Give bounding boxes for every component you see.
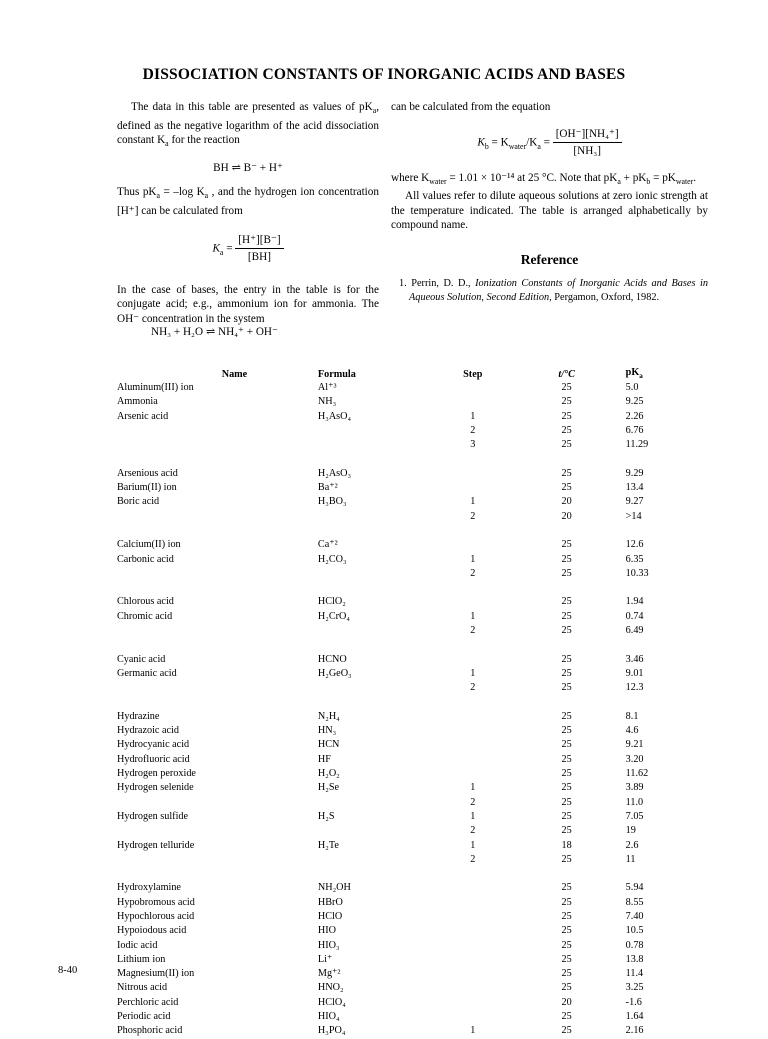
formula: H₂O₂ <box>317 768 340 780</box>
table-row <box>117 595 709 609</box>
header-formula: Formula <box>317 368 356 380</box>
row-spacer <box>117 867 709 881</box>
formula: HNO₂ <box>317 982 344 994</box>
step: 2 <box>470 853 476 865</box>
temperature: 25 <box>561 953 572 965</box>
table-row <box>117 495 709 509</box>
step <box>428 481 518 495</box>
table-row <box>117 567 709 581</box>
temperature: 25 <box>561 1025 572 1037</box>
dissociation-table <box>117 367 709 1039</box>
formula <box>318 567 428 581</box>
pka-value: 11 <box>625 853 636 865</box>
formula: Mg⁺² <box>317 968 341 980</box>
compound-name <box>117 853 318 867</box>
compound-name <box>117 824 318 838</box>
step: 1 <box>470 667 476 679</box>
table-row <box>117 896 709 910</box>
table-row <box>117 724 709 738</box>
formula: H₂AsO₃ <box>317 467 352 479</box>
compound-name: Barium(II) ion <box>117 482 177 494</box>
step: 2 <box>470 796 476 808</box>
temperature: 25 <box>561 596 572 608</box>
pka-value: 19 <box>625 825 636 837</box>
row-spacer <box>117 452 709 466</box>
temperature: 25 <box>561 853 572 865</box>
compound-name: Aluminum(III) ion <box>117 382 194 393</box>
formula: H₂Te <box>317 839 339 851</box>
compound-name <box>117 424 318 438</box>
pka-value: 11.29 <box>625 439 649 451</box>
table-row <box>117 438 709 452</box>
pka-value: 2.6 <box>625 839 639 851</box>
pka-value: 13.4 <box>625 482 644 494</box>
step <box>428 939 518 953</box>
formula: NH₂OH <box>317 882 351 894</box>
pka-value: 9.25 <box>625 396 644 408</box>
formula: HN₃ <box>317 725 337 737</box>
right-paragraph-3: All values refer to dilute aqueous solutions at zero ionic strength at the temperature indicated. The table is arranged alphabetically by compound name. <box>391 190 708 232</box>
temperature: 25 <box>561 768 572 780</box>
table-row <box>117 424 709 438</box>
temperature: 25 <box>561 539 572 551</box>
step <box>428 467 518 481</box>
pka-value: 9.29 <box>625 467 644 479</box>
reaction-equation: BH ⇌ B⁻ + H⁺ <box>213 161 283 174</box>
compound-name: Magnesium(II) ion <box>117 968 195 980</box>
table-row <box>117 481 709 495</box>
step <box>428 738 518 752</box>
intro-right-column <box>391 100 708 304</box>
temperature: 25 <box>561 410 572 422</box>
step: 2 <box>470 510 476 522</box>
step <box>428 724 518 738</box>
temperature: 20 <box>561 510 572 522</box>
formula: Li⁺ <box>317 953 333 965</box>
compound-name: Iodic acid <box>117 939 158 951</box>
table-row <box>117 781 709 795</box>
table-row <box>117 839 709 853</box>
pka-value: 0.74 <box>625 610 644 622</box>
table-row <box>117 996 709 1010</box>
table-row <box>117 553 709 567</box>
step <box>428 653 518 667</box>
temperature: 25 <box>561 610 572 622</box>
formula <box>318 824 428 838</box>
pka-value: 7.40 <box>625 910 644 922</box>
step: 1 <box>470 1025 476 1037</box>
formula: HBrO <box>317 896 343 908</box>
compound-name: Hydrogen selenide <box>117 782 194 794</box>
formula: HIO₃ <box>317 939 340 951</box>
formula: H₂GeO₃ <box>317 667 352 679</box>
compound-name: Hydrogen sulfide <box>117 810 189 822</box>
step <box>428 981 518 995</box>
pka-value: 9.27 <box>625 496 644 508</box>
formula <box>318 438 428 452</box>
table-row <box>117 410 709 424</box>
pka-value: 11.62 <box>625 768 649 780</box>
compound-name <box>117 681 318 695</box>
pka-value: >14 <box>625 510 642 522</box>
right-paragraph-2: where $K_{water} = 1.01 \times 10^{-14}$ at 25 °C. Note that $pK_a + pK_b = pK_{water}$. <box>391 171 697 186</box>
step <box>428 1010 518 1024</box>
compound-name: Ammonia <box>117 396 158 408</box>
temperature: 25 <box>561 482 572 494</box>
compound-name: Calcium(II) ion <box>117 539 181 551</box>
pka-value: 11.0 <box>625 796 644 808</box>
step <box>428 753 518 767</box>
compound-name: Hydrocyanic acid <box>117 739 190 751</box>
temperature: 25 <box>561 653 572 665</box>
reference-entry: 1. Perrin, D. D., Ionization Constants of Inorganic Acids and Bases in Aqueous Solution, Second Edition, Pergamon, Oxford, 1982. <box>399 278 709 303</box>
compound-name: Chromic acid <box>117 610 173 622</box>
formula: H₃BO₃ <box>317 496 347 508</box>
temperature: 25 <box>561 682 572 694</box>
compound-name: Boric acid <box>117 496 160 508</box>
table-row <box>117 796 709 810</box>
compound-name: Hypochlorous acid <box>117 910 195 922</box>
step <box>428 710 518 724</box>
intro-paragraph-2: Thus $pK_a = -\log$ $K_a$ , and the hydrogen ion concentration [H⁺] can be calculated from <box>117 186 379 218</box>
compound-name: Germanic acid <box>117 667 177 679</box>
temperature: 20 <box>561 996 572 1008</box>
ammonia-equation: NH₃ + H₂O ⇌ NH₄⁺ + OH⁻ <box>151 326 278 338</box>
formula: HCN <box>317 739 340 751</box>
table-row <box>117 753 709 767</box>
temperature: 25 <box>561 710 572 722</box>
pka-value: 1.94 <box>625 596 644 608</box>
step <box>428 996 518 1010</box>
table-row <box>117 667 709 681</box>
pka-value: 2.16 <box>625 1025 644 1037</box>
temperature: 25 <box>561 939 572 951</box>
compound-name: Hydrazine <box>117 710 160 722</box>
step <box>428 910 518 924</box>
table-row <box>117 910 709 924</box>
step <box>428 896 518 910</box>
step: 1 <box>470 839 476 851</box>
pka-value: 5.0 <box>625 382 639 393</box>
temperature: 25 <box>561 667 572 679</box>
step <box>428 767 518 781</box>
compound-name <box>117 438 318 452</box>
table-row <box>117 1010 709 1024</box>
header-name: Name <box>221 368 248 380</box>
step: 1 <box>470 810 476 822</box>
formula <box>318 424 428 438</box>
formula <box>318 853 428 867</box>
compound-name: Carbonic acid <box>117 553 174 565</box>
temperature: 25 <box>561 553 572 565</box>
formula: HF <box>317 753 331 765</box>
pka-value: 3.25 <box>625 982 644 994</box>
temperature: 25 <box>561 753 572 765</box>
compound-name: Hydrogen telluride <box>117 839 195 851</box>
temperature: 25 <box>561 796 572 808</box>
row-spacer <box>117 696 709 710</box>
table-row <box>117 395 709 409</box>
pka-value: 9.01 <box>625 667 644 679</box>
temperature: 25 <box>561 825 572 837</box>
temperature: 25 <box>561 925 572 937</box>
table-row <box>117 967 709 981</box>
table-row <box>117 738 709 752</box>
formula: NH₃ <box>317 396 337 408</box>
step: 2 <box>470 682 476 694</box>
temperature: 25 <box>561 882 572 894</box>
header-temperature: t/°C <box>558 368 575 380</box>
pka-value: 5.94 <box>625 882 644 894</box>
temperature: 25 <box>561 625 572 637</box>
header-pka: $pK_a$ <box>625 367 643 381</box>
row-spacer <box>117 581 709 595</box>
temperature: 25 <box>561 739 572 751</box>
temperature: 25 <box>561 467 572 479</box>
table-row <box>117 381 709 395</box>
kb-equation: $K_b = K_{water}/K_a$ = $\frac{\text{[OH⁻][NH₄⁺]}}{\text{[NH₃]}}$ <box>391 127 708 159</box>
formula: HClO₂ <box>317 596 346 608</box>
temperature: 25 <box>561 982 572 994</box>
step: 1 <box>470 553 476 565</box>
header-step: Step <box>463 368 483 380</box>
compound-name: Hydrazoic acid <box>117 725 179 737</box>
formula: HClO <box>317 910 343 922</box>
temperature: 18 <box>561 839 572 851</box>
pka-value: 12.6 <box>625 539 644 551</box>
compound-name: Hypoiodous acid <box>117 925 187 937</box>
compound-name: Lithium ion <box>117 953 166 965</box>
table-row <box>117 624 709 638</box>
compound-name <box>117 624 318 638</box>
temperature: 25 <box>561 382 572 393</box>
table-row <box>117 939 709 953</box>
step <box>428 381 518 395</box>
pka-value: 6.35 <box>625 553 644 565</box>
step <box>428 924 518 938</box>
formula: H₂Se <box>317 782 340 794</box>
pka-value: 9.21 <box>625 739 644 751</box>
pka-value: 11.4 <box>625 968 644 980</box>
formula: N₂H₄ <box>317 710 340 722</box>
table-row <box>117 767 709 781</box>
table-row <box>117 881 709 895</box>
table-row <box>117 653 709 667</box>
table-row <box>117 538 709 552</box>
step: 1 <box>470 610 476 622</box>
step: 1 <box>470 782 476 794</box>
pka-value: 8.1 <box>625 710 639 722</box>
formula <box>318 624 428 638</box>
step: 1 <box>470 410 476 422</box>
temperature: 25 <box>561 567 572 579</box>
step: 2 <box>470 825 476 837</box>
formula <box>318 681 428 695</box>
compound-name <box>117 510 318 524</box>
intro-paragraph-1: The data in this table are presented as values of $pK_a$, defined as the negative logarithm of the acid dissociation constant $K_a$ for the reaction <box>117 101 379 149</box>
table-row <box>117 924 709 938</box>
step <box>428 967 518 981</box>
formula: Ca⁺² <box>317 539 338 551</box>
formula: H₃AsO₄ <box>317 410 352 422</box>
row-spacer <box>117 638 709 652</box>
step: 2 <box>470 567 476 579</box>
compound-name: Hydroxylamine <box>117 882 181 894</box>
temperature: 25 <box>561 1011 572 1023</box>
intro-paragraph-3: In the case of bases, the entry in the table is for the conjugate acid; e.g., ammonium ion for ammonia. The OH⁻ concentration in the system <box>117 283 379 325</box>
ka-equation: $K_a$ = $\frac{[H^+][B^-]}{[BH]}$ <box>117 233 379 265</box>
compound-name: Cyanic acid <box>117 653 166 665</box>
temperature: 25 <box>561 910 572 922</box>
temperature: 25 <box>561 439 572 451</box>
step: 2 <box>470 424 476 436</box>
formula: Ba⁺² <box>317 482 338 494</box>
pka-value: 0.78 <box>625 939 644 951</box>
pka-value: -1.6 <box>625 996 642 1008</box>
compound-name: Hypobromous acid <box>117 896 195 908</box>
compound-name: Periodic acid <box>117 1011 171 1023</box>
formula: H₂CO₃ <box>317 553 347 565</box>
intro-left-column <box>117 100 379 326</box>
pka-value: 6.76 <box>625 424 644 436</box>
pka-value: 4.6 <box>625 725 639 737</box>
pka-value: 6.49 <box>625 625 644 637</box>
step: 3 <box>470 439 476 451</box>
formula: H₂CrO₄ <box>317 610 350 622</box>
formula: H₂S <box>317 810 335 822</box>
step <box>428 538 518 552</box>
table-row <box>117 981 709 995</box>
temperature: 20 <box>561 496 572 508</box>
step <box>428 881 518 895</box>
compound-name: Nitrous acid <box>117 982 168 994</box>
pka-value: 1.64 <box>625 1011 644 1023</box>
pka-value: 10.33 <box>625 567 649 579</box>
temperature: 25 <box>561 396 572 408</box>
compound-name: Hydrofluoric acid <box>117 753 190 765</box>
table-row <box>117 1024 709 1038</box>
formula <box>318 796 428 810</box>
temperature: 25 <box>561 968 572 980</box>
pka-value: 12.3 <box>625 682 644 694</box>
formula: H₃PO₄ <box>317 1025 346 1037</box>
formula: HIO₄ <box>317 1011 340 1023</box>
formula: HCNO <box>317 653 347 665</box>
table-row <box>117 824 709 838</box>
page-title: DISSOCIATION CONSTANTS OF INORGANIC ACIDS AND BASES <box>142 66 626 83</box>
table-row <box>117 681 709 695</box>
formula: HIO <box>317 925 337 937</box>
table-row <box>117 953 709 967</box>
pka-value: 3.46 <box>625 653 644 665</box>
table-row <box>117 467 709 481</box>
pka-value: 8.55 <box>625 896 644 908</box>
formula: Al⁺³ <box>317 382 337 393</box>
row-spacer <box>117 524 709 538</box>
table-row <box>117 810 709 824</box>
formula <box>318 510 428 524</box>
temperature: 25 <box>561 725 572 737</box>
step <box>428 395 518 409</box>
step: 1 <box>470 496 476 508</box>
table-body <box>117 381 709 1039</box>
temperature: 25 <box>561 782 572 794</box>
table-row <box>117 510 709 524</box>
formula: HClO₄ <box>317 996 346 1008</box>
page-number: 8-40 <box>58 965 78 976</box>
right-paragraph-1: can be calculated from the equation <box>391 101 551 113</box>
compound-name: Arsenious acid <box>117 467 178 479</box>
step <box>428 953 518 967</box>
compound-name <box>117 567 318 581</box>
table-row <box>117 710 709 724</box>
step: 2 <box>470 625 476 637</box>
compound-name: Arsenic acid <box>117 410 169 422</box>
compound-name: Chlorous acid <box>117 596 174 608</box>
pka-value: 13.8 <box>625 953 644 965</box>
reference-heading: Reference <box>520 251 579 267</box>
compound-name: Phosphoric acid <box>117 1025 183 1037</box>
step <box>428 595 518 609</box>
compound-name <box>117 796 318 810</box>
pka-value: 10.5 <box>625 925 644 937</box>
compound-name: Hydrogen peroxide <box>117 768 196 780</box>
temperature: 25 <box>561 424 572 436</box>
pka-value: 3.89 <box>625 782 644 794</box>
pka-value: 3.20 <box>625 753 644 765</box>
pka-value: 2.26 <box>625 410 644 422</box>
pka-value: 7.05 <box>625 810 644 822</box>
temperature: 25 <box>561 810 572 822</box>
table-row <box>117 853 709 867</box>
compound-name: Perchloric acid <box>117 996 179 1008</box>
temperature: 25 <box>561 896 572 908</box>
table-row <box>117 610 709 624</box>
